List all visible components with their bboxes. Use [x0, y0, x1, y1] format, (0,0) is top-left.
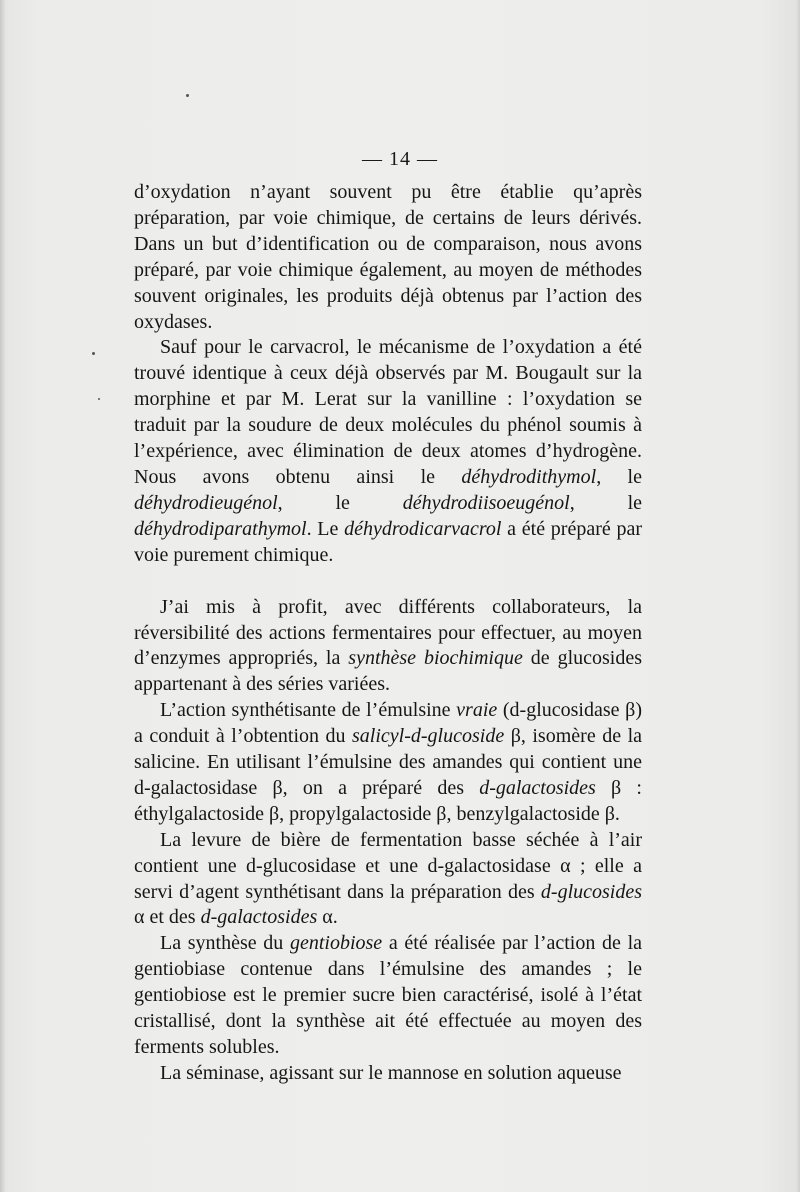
text-run: J’ai mis à profit, avec différents collaborateurs, la réversibilité des actions fermentaires pour effectuer, au moyen d’enzymes appropriés, la: [134, 595, 642, 670]
text-run: β, isomère de la salicine. En utilisant l’émulsine des amandes qui contient une d-galactosidase β, on a préparé des: [134, 725, 642, 799]
italic-term: d-galactosides: [479, 776, 596, 799]
text-run: α et des: [134, 906, 201, 929]
text-run: La levure de bière de fermentation basse séchée à l’air contient une d-glucosidase et une d-galactosidase α ; elle a servi d’agent synthétisant dans la préparation des: [134, 828, 642, 903]
paragraph-p3: [134, 595, 642, 699]
paragraph-p1: [134, 180, 642, 335]
paragraph-p5: [134, 828, 642, 932]
text-run: . Le: [306, 517, 345, 540]
italic-term: synthèse biochimique: [348, 647, 523, 670]
scan-speck: [98, 398, 100, 400]
scan-speck: [92, 352, 95, 355]
italic-term: déhydrodiparathymol: [134, 517, 307, 540]
text-run: de glucosides appartenant à des séries variées.: [134, 647, 643, 696]
italic-term: vraie: [456, 699, 498, 722]
paragraph-p2: [134, 335, 642, 568]
paragraph-p4: [134, 698, 642, 828]
text-run: a été préparé par voie purement chimique.: [134, 517, 642, 566]
italic-term: d-galactosides: [200, 906, 318, 929]
page-number: — 14 —: [362, 148, 438, 170]
italic-term: déhydrodithymol: [461, 465, 597, 488]
italic-term: déhydrodiisoeugénol: [402, 491, 570, 514]
text-run: , le: [569, 491, 642, 514]
italic-term: d-glucosides: [540, 880, 642, 903]
text-run: La séminase, agissant sur le mannose en solution aqueuse: [160, 1061, 622, 1084]
text-run: Sauf pour le carvacrol, le mécanisme de l’oxydation a été trouvé identique à ceux déjà observés par M. Bougault sur la morphine et par M. Lerat sur la vanilline : l’oxydation se traduit par la soudure de deux molécules du phénol soumis à l’expérience, avec élimination de deux atomes d’hydrogène. Nous avons obtenu ainsi le: [134, 336, 642, 488]
paragraph-p6: [134, 931, 642, 1061]
text-run: L’action synthétisante de l’émulsine: [160, 699, 457, 722]
scan-speck: [186, 94, 189, 97]
body-text: [134, 180, 642, 1087]
text-run: β : éthylgalactoside β, propylgalactoside β, benzylgalactoside β.: [134, 776, 642, 825]
text-run: d’oxydation n’ayant souvent pu être établie qu’après préparation, par voie chimique, de certains de leurs dérivés. Dans un but d’identification ou de comparaison, nous avons préparé, par voie chimique également, au moyen de méthodes souvent originales, les produits déjà obtenus par l’action des oxydases.: [134, 181, 642, 333]
text-run: , le: [596, 465, 642, 488]
italic-term: déhydrodicarvacrol: [344, 517, 502, 540]
text-run: (d-glucosidase β) a conduit à l’obtention du: [134, 699, 642, 748]
text-run: La synthèse du: [160, 932, 290, 955]
italic-term: gentiobiose: [289, 932, 383, 955]
text-run: α.: [317, 906, 338, 929]
text-run: , le: [277, 491, 403, 514]
italic-term: salicyl-d-glucoside: [352, 725, 505, 748]
italic-term: déhydrodieugénol: [134, 491, 278, 514]
paragraph-p7: [134, 1061, 642, 1087]
text-run: a été réalisée par l’action de la gentiobiase contenue dans l’émulsine des amandes ; le gentiobiose est le premier sucre bien caractérisé, isolé à l’état cristallisé, dont la synthèse ait été effectuée au moyen des ferments solubles.: [134, 932, 642, 1058]
